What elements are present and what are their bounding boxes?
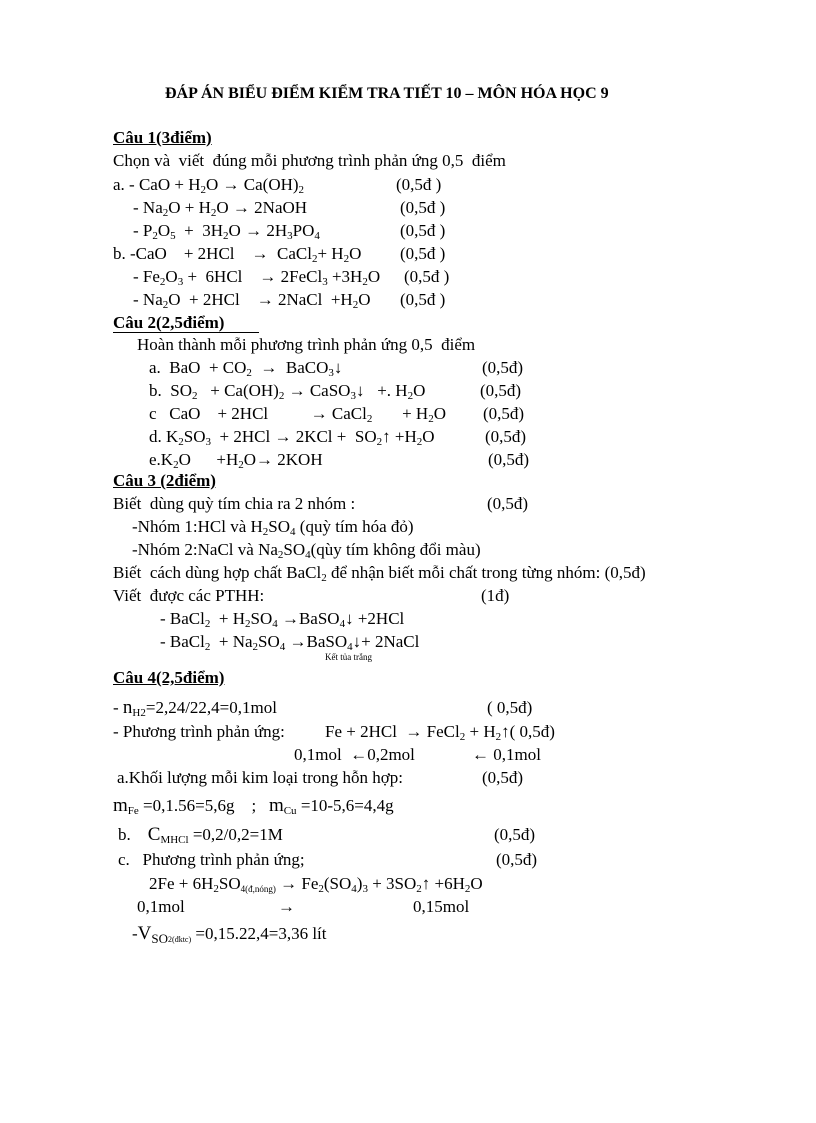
- q4-score-1: ( 0,5đ): [487, 698, 533, 717]
- q3-score-3: (1đ): [481, 586, 510, 605]
- q3-score-1: (0,5đ): [487, 494, 529, 513]
- q4-part-c: c. Phương trình phản ứng;: [118, 850, 305, 869]
- q4-moles-so2: 0,15mol: [413, 897, 470, 916]
- q4-moles-right: ← 0,1mol: [472, 745, 541, 764]
- q1-equation-5: - $Fe_2O_3 + 6HCl$ → 2FeCl$_3$ $+3H_2O$: [133, 267, 381, 288]
- q1-score-4: (0,5đ ): [400, 244, 446, 263]
- q1-score-5: (0,5đ ): [404, 267, 450, 286]
- page-title: ĐÁP ÁN BIỂU ĐIỂM KIỂM TRA TIẾT 10 – MÔN HÓA HỌC 9: [165, 85, 609, 102]
- q1-score-2: (0,5đ ): [400, 198, 446, 217]
- q2-equation-a: a. BaO + $CO_2$ → BaCO$_3$↓: [149, 358, 343, 379]
- q4-part-a: a.Khối lượng mỗi kim loại trong hỗn hợp:: [117, 768, 403, 787]
- q2-score-b: (0,5đ): [480, 381, 522, 400]
- q3-line-3: Viết được các PTHH:: [113, 586, 265, 605]
- question-2-heading: Câu 2(2,5điểm): [113, 313, 259, 333]
- question-2-intro: Hoàn thành mỗi phương trình phản ứng 0,5 điểm: [137, 335, 476, 354]
- q4-moles-fe: 0,1mol: [137, 897, 185, 916]
- q3-equation-1: - BaCl$_2$ + $H_2SO_4$ →BaSO$_4$↓ +2HCl: [160, 609, 405, 630]
- q4-score-b: (0,5đ): [494, 825, 536, 844]
- q4-moles-left: 0,1mol ←0,2mol: [294, 745, 415, 764]
- q4-score-a: (0,5đ): [482, 768, 524, 787]
- q2-equation-e: $e.K_2O$ $+H_2O\to 2KOH$: [149, 450, 323, 471]
- q2-score-e: (0,5đ): [488, 450, 530, 469]
- q1-score-3: (0,5đ ): [400, 221, 446, 240]
- q1-equation-2: - $Na_2O + H_2O$ → 2NaOH: [133, 198, 308, 219]
- question-1-heading: Câu 1(3điểm): [113, 128, 212, 147]
- q4-score-c: (0,5đ): [496, 850, 538, 869]
- q3-line-2: Biết cách dùng hợp chất BaCl$_2$ để nhận biết mỗi chất trong từng nhóm: (0,5đ): [113, 563, 646, 584]
- q4-reaction-equation: Fe + 2HCl → FeCl$_2$ + $H_2↑$( 0,5đ): [325, 722, 555, 743]
- q1-equation-3: - $P_2O_5 + 3H_2O \to 2H_3PO_4$: [133, 221, 320, 242]
- q3-precipitate-note: Kết tủa trắng: [325, 652, 372, 662]
- q4-masses: $m_{Fe} =0,1.56=5,6g$ ; $m_{Cu} =10-5,6=4,4g$: [113, 795, 394, 817]
- q2-equation-b: b. $SO_2 + Ca(OH)_2$ → CaSO$_3$↓ +. $H_2O$: [149, 381, 426, 402]
- q2-equation-c: c CaO + 2HCl → CaCl$_2$ + $H_2O$: [149, 404, 446, 425]
- q4-equation: $2Fe + 6H_2SO_{4(đ,nóng)} \to Fe_2(SO_4)_3$ + $3SO_2↑ +6H_2O$: [149, 874, 483, 895]
- q1-score-6: (0,5đ ): [400, 290, 446, 309]
- q4-reaction-label: - Phương trình phản ứng:: [113, 722, 285, 741]
- q2-score-d: (0,5đ): [485, 427, 527, 446]
- q1-equation-4: b. -CaO + 2HCl → CaCl$_2$+ $H_2O$: [113, 244, 362, 265]
- q3-group-1: -Nhóm 1:HCl và $H_2SO_4$ (quỳ tím hóa đỏ): [132, 517, 414, 538]
- q1-score-1: (0,5đ ): [396, 175, 442, 194]
- q3-group-2: -Nhóm 2:NaCl và $Na_2SO_4(qùy$ tím không đổi màu): [132, 540, 481, 561]
- q2-score-c: (0,5đ): [483, 404, 525, 423]
- question-4-heading: Câu 4(2,5điểm): [113, 668, 225, 687]
- question-1-intro: Chọn và viết đúng mỗi phương trình phản ứng 0,5 điểm: [113, 151, 506, 170]
- q1-equation-6: - $Na_2O + 2HCl$ → 2NaCl $+H_2O$: [133, 290, 371, 311]
- q1-equation-1: a. - CaO + $H_2O \to Ca(OH)_2$: [113, 175, 305, 196]
- q4-arrow: →: [278, 897, 295, 916]
- q2-score-a: (0,5đ): [482, 358, 524, 377]
- q3-line-1: Biết dùng quỳ tím chia ra 2 nhóm :: [113, 494, 356, 513]
- q3-equation-2: - BaCl$_2$ + $Na_2SO_4$ →BaSO$_4$↓+ 2NaCl: [160, 632, 420, 653]
- q4-moles-h2: - $n_{H2}=2,24/22,4=0,1mol$: [113, 697, 277, 719]
- question-3-heading: Câu 3 (2điểm): [113, 471, 216, 490]
- q2-equation-d: d. $K_2SO_3 + 2HCl \to 2KCl$ + $SO_2↑ +H_2O$: [149, 427, 435, 448]
- q4-part-b: b. $C_{MHCl} =0,2/0,2=1M$: [118, 824, 283, 846]
- q4-volume-so2: $-V_{SO2(đktc)} =0,15.22,4=3,36$ lít: [132, 923, 327, 946]
